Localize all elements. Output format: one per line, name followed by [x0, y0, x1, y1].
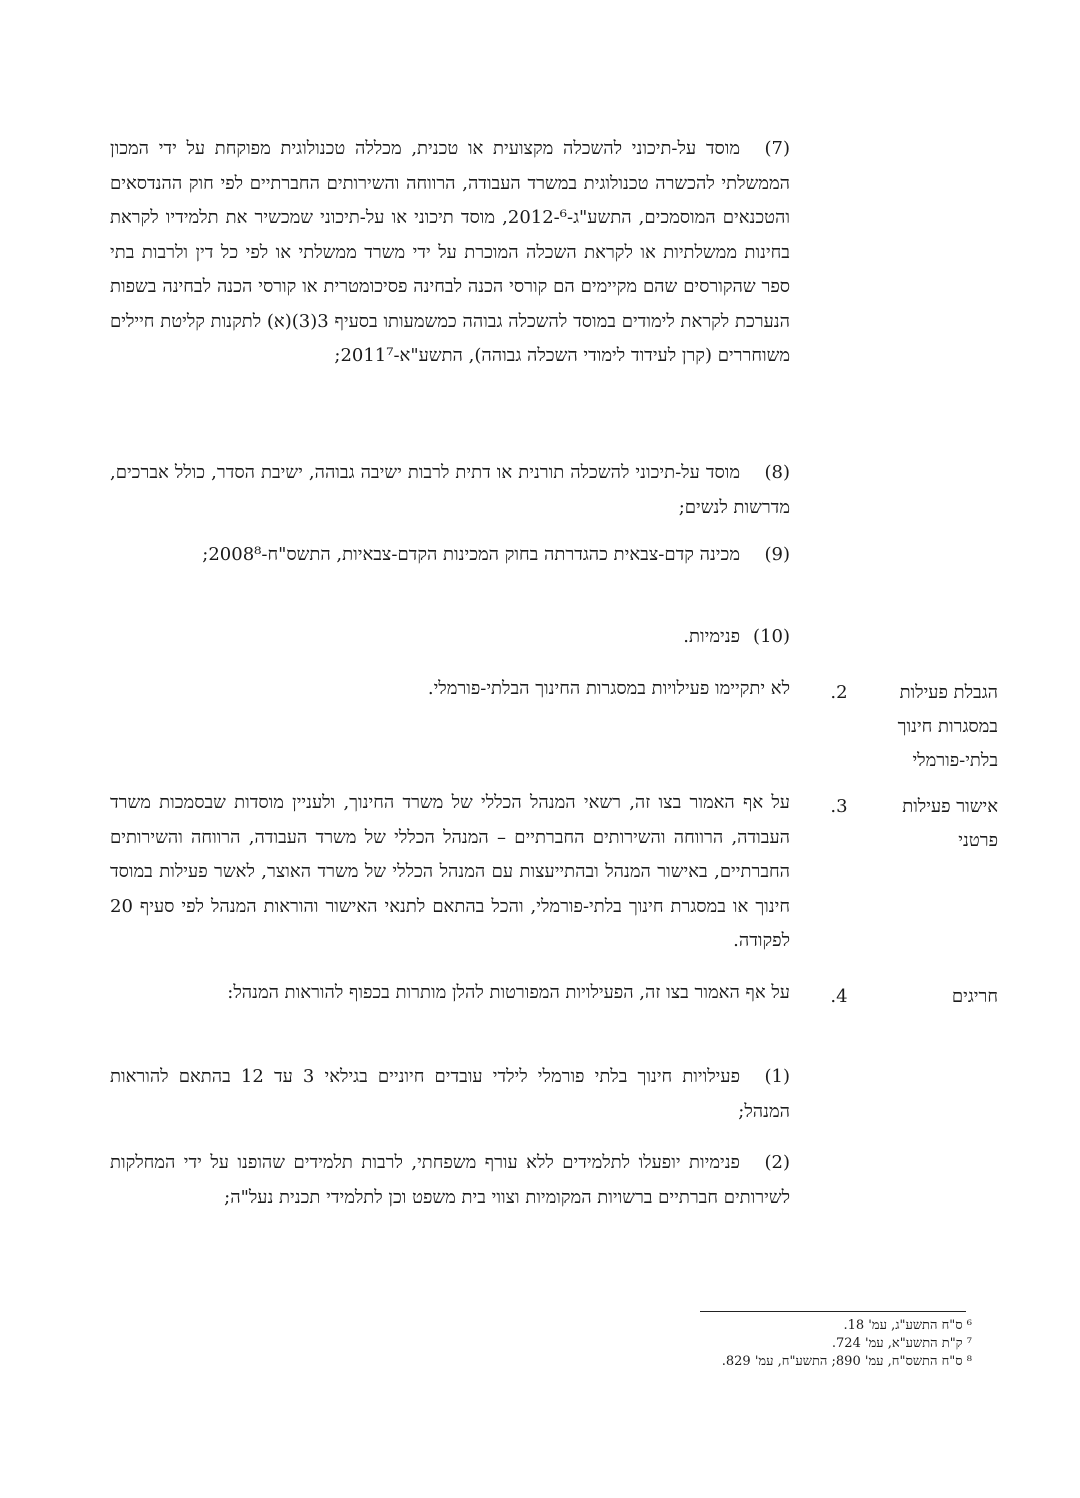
section-text: לא יתקיימו פעילויות במסגרות החינוך הבלתי-פורמלי. — [427, 678, 790, 699]
section-sidenote: הגבלת פעילות במסגרות חינוך בלתי-פורמלי — [897, 682, 998, 771]
list-item — [110, 620, 790, 655]
item-number: (9) — [764, 544, 790, 565]
list-item — [110, 538, 790, 573]
section-text: על אף האמור בצו זה, הפעילויות המפורטות להלן מותרות בכפוף להוראות המנהל: — [227, 982, 790, 1003]
section-number: 3. — [830, 796, 848, 817]
item-number: (1) — [764, 1066, 790, 1087]
item-text: פעילויות חינוך בלתי פורמלי לילדי עובדים חיוניים בגילאי 3 עד 12 בהתאם להוראות המנהל; — [110, 1066, 790, 1122]
section-sidenote: אישור פעילות פרטני — [902, 796, 998, 851]
item-text: מוסד על-תיכוני להשכלה מקצועית או טכנית, מכללה טכנולוגית מפוקחת על ידי המכון הממשלתי להכשרה טכנולוגית במשרד העבודה, הרווחה והשירותים החברתיים לפי חוק ההנדסאים והטכנאים המוסמכים, התשע"ג-2012-⁶, מוסד תיכוני או על-תיכוני שמכשיר את תלמידיו לקראת בחינות ממשלתיות או לקראת השכלה המוכרת על ידי משרד ממשלתי או לפי כל דין ולרבות בתי ספר שהקורסים שהם מקיימים הם קורסי הכנה לבחינה פסיכומטרית או קורסי הכנה לבחינה בשפות הנערכת לקראת לימודים במוסד להשכלה גבוהה כמשמעותו בסעיף 3(3)(א) לתקנות קליטת חיילים משוחררים (קרן לעידוד לימודי השכלה גבוהה), התשע"א-2011⁷; — [110, 138, 791, 366]
item-text: מכינה קדם-צבאית כהגדרתה בחוק המכינות הקדם-צבאיות, התשס"ח-2008⁸; — [202, 544, 740, 565]
footnote: ⁸ ס"ח התשס"ח, עמ' 890; התשע"ח, עמ' 829. — [721, 1354, 972, 1369]
list-item — [110, 132, 790, 374]
item-text: פנימיות יופעלו לתלמידים ללא עורף משפחתי, לרבות תלמידים שהופנו על ידי המחלקות לשירותים חברתיים ברשויות המקומיות וצווי בית משפט וכן לתלמידי תכנית נעל"ה; — [110, 1152, 790, 1208]
list-item — [110, 456, 790, 525]
footnote-divider — [700, 1311, 966, 1312]
list-item — [110, 1060, 790, 1129]
item-number: (8) — [764, 462, 790, 483]
item-text: מוסד על-תיכוני להשכלה תורנית או דתית לרבות ישיבה גבוהה, ישיבת הסדר, כולל אברכים, מדרשות לנשים; — [110, 462, 790, 518]
item-number: (10) — [753, 626, 790, 647]
item-number: (7) — [764, 138, 790, 159]
section-sidenote: חריגים — [951, 986, 998, 1007]
item-text: פנימיות. — [683, 626, 740, 647]
section-number: 2. — [830, 682, 848, 703]
item-number: (2) — [764, 1152, 790, 1173]
list-item — [110, 1146, 790, 1215]
footnote: ⁶ ס"ח התשע"ג, עמ' 18. — [843, 1318, 972, 1333]
section-number: 4. — [830, 986, 848, 1007]
section-text: על אף האמור בצו זה, רשאי המנהל הכללי של משרד החינוך, ולעניין מוסדות שבסמכות משרד העבודה, הרווחה והשירותים החברתיים – המנהל הכללי של משרד העבודה, הרווחה והשירותים החברתיים, באישור המנהל ובהתייעצות עם המנהל הכללי של משרד האוצר, לאשר פעילות במוסד חינוך או במסגרת חינוך בלתי-פורמלי, והכל בהתאם לתנאי האישור והוראות המנהל לפי סעיף 20 לפקודה. — [110, 792, 790, 951]
footnote: ⁷ ק"ת התשע"א, עמ' 724. — [831, 1336, 972, 1351]
